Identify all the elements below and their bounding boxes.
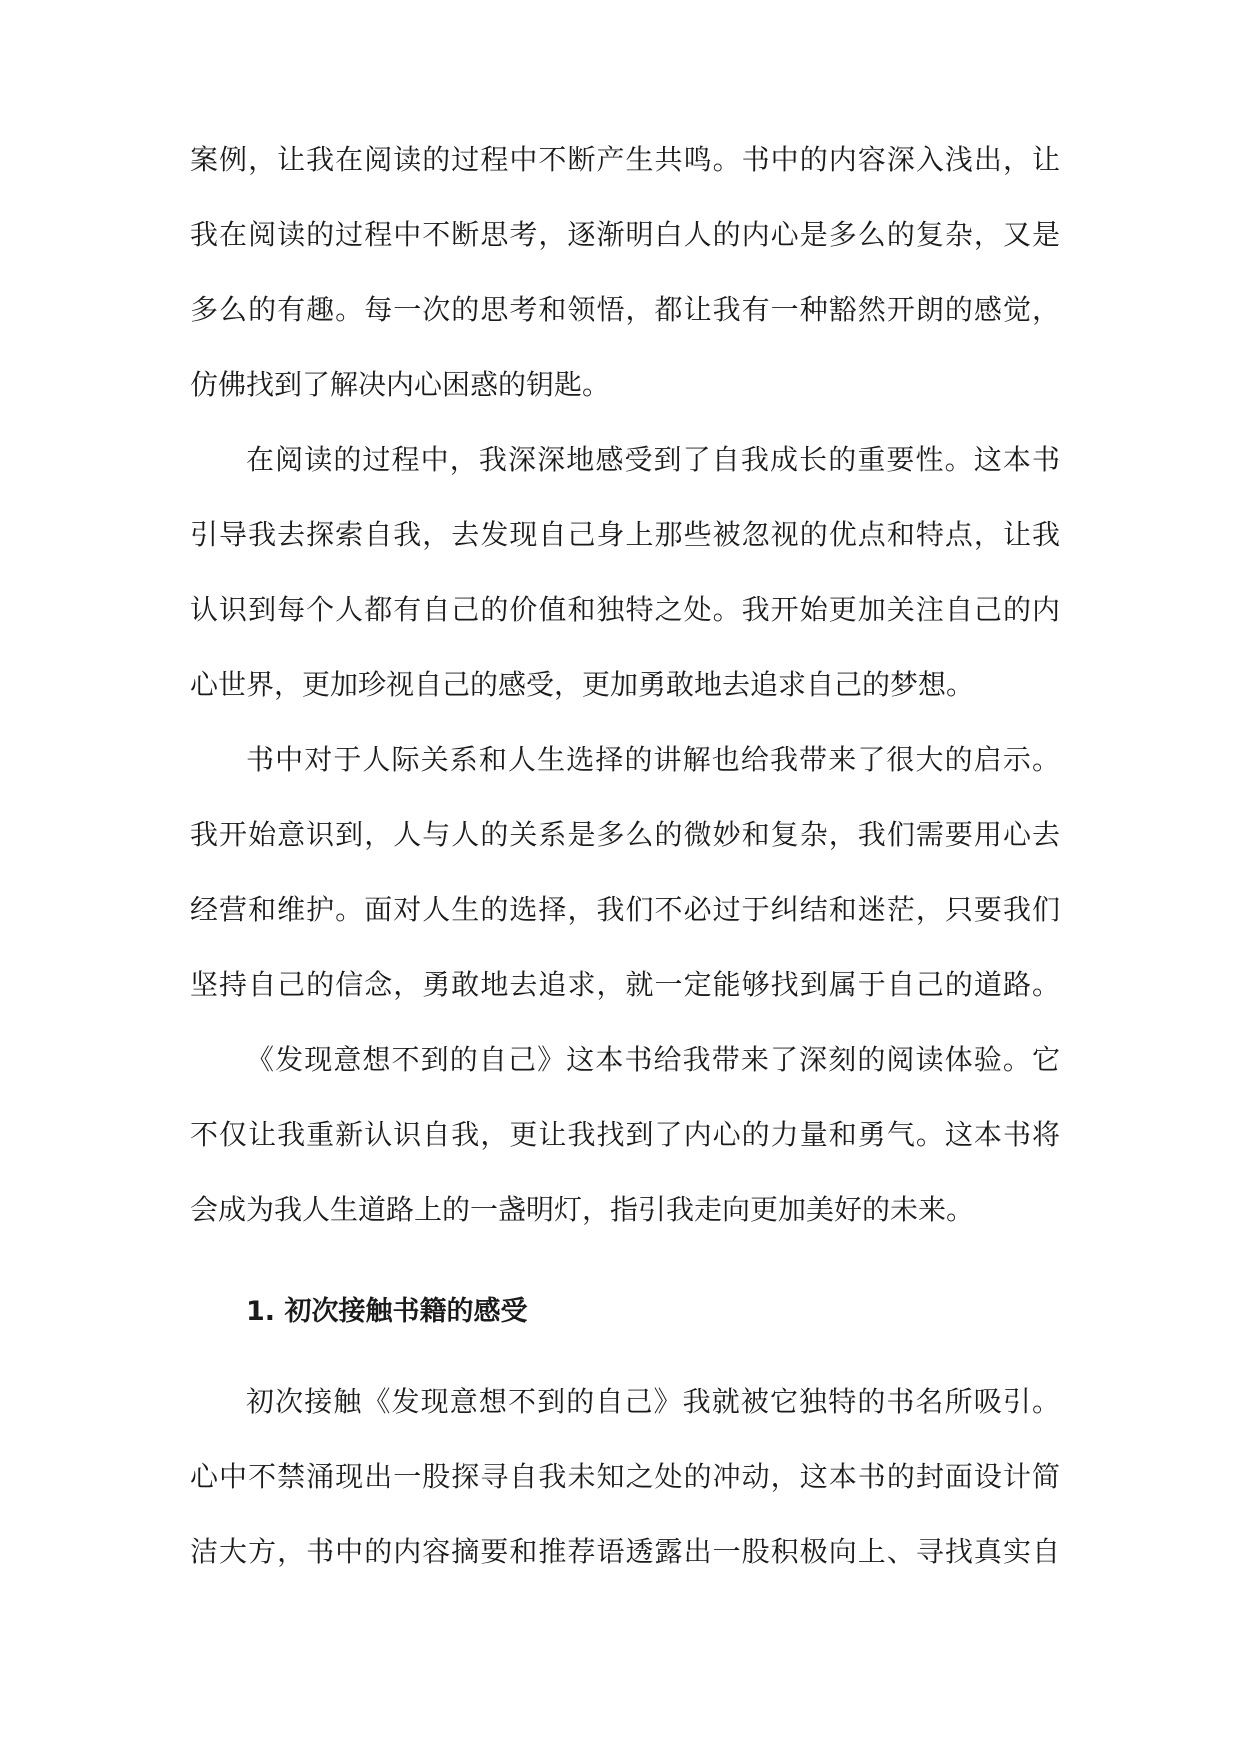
paragraph-line: 认识到每个人都有自己的价值和独特之处。我开始更加关注自己的内 <box>190 593 1060 626</box>
section-heading: 1. 初次接触书籍的感受 <box>246 1296 528 1327</box>
paragraph-line: 心中不禁涌现出一股探寻自我未知之处的冲动，这本书的封面设计简 <box>190 1460 1060 1493</box>
paragraph-line: 引导我去探索自我，去发现自己身上那些被忽视的优点和特点，让我 <box>190 518 1060 551</box>
paragraph-line: 初次接触《发现意想不到的自己》我就被它独特的书名所吸引。 <box>246 1385 1060 1418</box>
paragraph-line: 经营和维护。面对人生的选择，我们不必过于纠结和迷茫，只要我们 <box>190 893 1060 926</box>
paragraph-line: 我开始意识到，人与人的关系是多么的微妙和复杂，我们需要用心去 <box>190 818 1060 851</box>
paragraph-line: 《发现意想不到的自己》这本书给我带来了深刻的阅读体验。它 <box>246 1043 1060 1076</box>
paragraph-line: 书中对于人际关系和人生选择的讲解也给我带来了很大的启示。 <box>246 743 1060 776</box>
paragraph-line: 在阅读的过程中，我深深地感受到了自我成长的重要性。这本书 <box>246 443 1060 476</box>
paragraph-line: 会成为我人生道路上的一盏明灯，指引我走向更加美好的未来。 <box>190 1193 975 1226</box>
paragraph-line: 仿佛找到了解决内心困惑的钥匙。 <box>190 368 611 401</box>
paragraph-line: 多么的有趣。每一次的思考和领悟，都让我有一种豁然开朗的感觉， <box>190 293 1060 326</box>
paragraph-line: 坚持自己的信念，勇敢地去追求，就一定能够找到属于自己的道路。 <box>190 968 1060 1001</box>
paragraph-line: 案例，让我在阅读的过程中不断产生共鸣。书中的内容深入浅出，让 <box>190 143 1060 176</box>
paragraph-line: 不仅让我重新认识自我，更让我找到了内心的力量和勇气。这本书将 <box>190 1118 1060 1151</box>
paragraph-line: 我在阅读的过程中不断思考，逐渐明白人的内心是多么的复杂，又是 <box>190 218 1060 251</box>
paragraph-line: 心世界，更加珍视自己的感受，更加勇敢地去追求自己的梦想。 <box>190 668 975 701</box>
paragraph-line: 洁大方，书中的内容摘要和推荐语透露出一股积极向上、寻找真实自 <box>190 1535 1060 1568</box>
